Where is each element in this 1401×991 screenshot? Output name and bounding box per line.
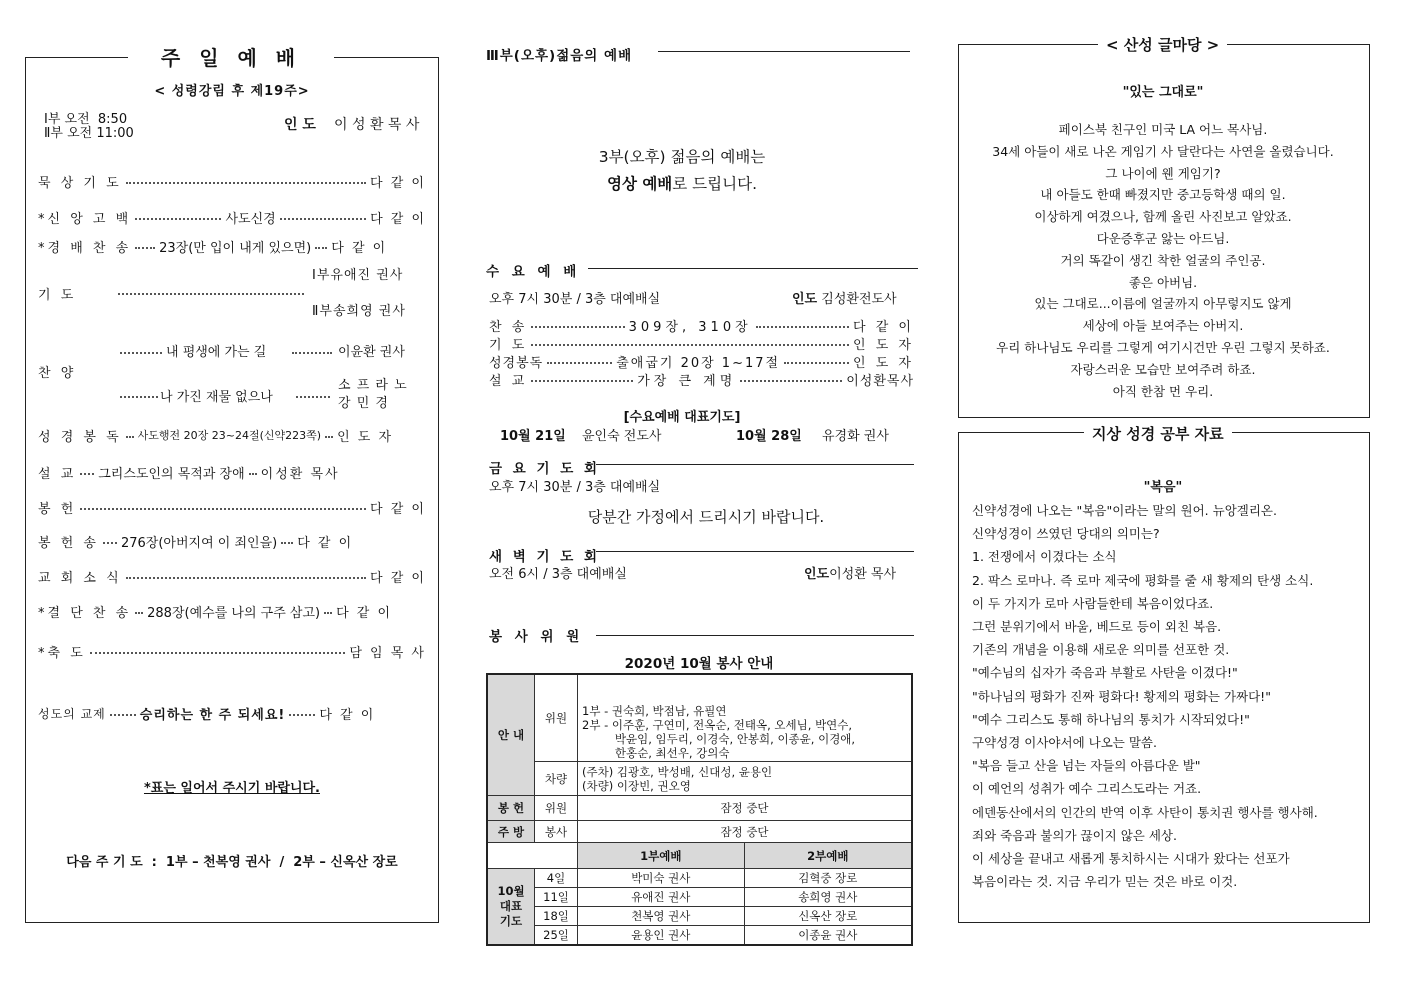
prayer-date: 4일 xyxy=(535,869,578,888)
study-line: 에덴동산에서의 인간의 반역 이후 사탄이 통치권 행사를 행사해. xyxy=(972,804,1318,820)
dawn-title: 새 벽 기 도 회 xyxy=(489,549,601,565)
prayer-2: Ⅱ부송희영 권사 xyxy=(312,304,406,319)
kitchen-sub: 봉사 xyxy=(535,821,578,843)
hymn-2-singer-2: 강 민 경 xyxy=(338,396,389,411)
order-item: *신 앙 고 백 사도신경 다 같 이 xyxy=(38,211,427,227)
hymn-2-singer-1: 소 프 라 노 xyxy=(338,378,408,393)
study-line: 신약성경이 쓰였던 당대의 의미는? xyxy=(972,526,1160,542)
prayer-2nd: 송희영 권사 xyxy=(744,888,912,907)
essay-line: 다운증후군 앓는 아드님. xyxy=(1096,230,1230,246)
hymn-dots xyxy=(296,396,330,398)
study-title: "복음" xyxy=(1143,480,1183,495)
wednesday-item: 기 도 인 도 자 xyxy=(489,337,914,353)
essay-line: 거의 똑같이 생긴 착한 얼굴의 주인공. xyxy=(1060,252,1266,268)
study-line: "복음 들고 산을 넘는 자들의 아름다운 발" xyxy=(972,758,1201,774)
hymn-dots xyxy=(120,352,162,354)
wednesday-rep-title: [수요예배 대표기도] xyxy=(623,410,741,425)
essay-line: 페이스북 친구인 미국 LA 어느 목사님. xyxy=(1058,122,1268,137)
hymn-dots xyxy=(292,352,332,354)
essay-line: 그 나이에 웬 게임기? xyxy=(1105,165,1221,181)
wednesday-leader: 인도 김성환전도사 xyxy=(792,292,897,307)
leader-label: 인 도 xyxy=(284,117,316,133)
service-table-title: 2020년 10월 봉사 안내 xyxy=(624,656,774,672)
offering-label: 봉 헌 xyxy=(487,796,535,821)
section-rule xyxy=(596,635,914,636)
study-body xyxy=(972,499,1362,893)
youth-notice-1: 3부(오후) 젊음의 예배는 xyxy=(598,148,766,166)
guide-members: 1부 - 권숙희, 박점남, 유필연 2부 - 이주훈, 구연미, 전옥순, 전태옥, 오세님, 박연수, 박윤임, 임두리, 이경숙, 안봉희, 이종윤, 이경애, 한홍순, 최선우, 강의숙 xyxy=(578,674,913,762)
hymn-label: 찬 양 xyxy=(38,366,77,381)
order-item: 성 경 봉 독 사도행전 20장 23~24절(신약223쪽) 인 도 자 xyxy=(38,429,394,445)
leader-name: 이 성 환 목 사 xyxy=(334,117,420,133)
car-label: 차량 xyxy=(535,762,578,796)
study-line: 기존의 개념을 이용해 새로운 의미를 선포한 것. xyxy=(972,642,1230,658)
youth-notice-2: 영상 예배로 드립니다. xyxy=(606,175,758,193)
essay-line: 우리 하나님도 우리를 그렇게 여기시건만 우린 그렇지 못하죠. xyxy=(996,339,1330,355)
wednesday-rep-date-2: 10월 28일 xyxy=(736,429,802,444)
essay-line: 내 아들도 한때 빠졌지만 중고등학생 때의 일. xyxy=(1040,187,1286,203)
study-line: 이 세상을 끝내고 새롭게 통치하시는 시대가 왔다는 선포가 xyxy=(972,851,1290,867)
order-item: 봉 헌 다 같 이 xyxy=(38,501,426,517)
section-rule xyxy=(658,51,910,52)
order-item: 교 회 소 식 다 같 이 xyxy=(38,570,426,586)
prayer-label: 기 도 xyxy=(38,288,77,303)
service-committee-title: 봉 사 위 원 xyxy=(489,629,584,645)
dawn-leader: 인도이성환 목사 xyxy=(804,567,897,582)
next-week-prayer: 다음 주 기 도 : 1부 – 천복영 권사 / 2부 – 신옥산 장로 xyxy=(66,855,398,870)
study-line: "예수 그리스도 통해 하나님의 통치가 시작되었다!" xyxy=(972,711,1250,727)
order-item: 묵 상 기 도 다 같 이 xyxy=(38,175,426,191)
offering-sub: 위원 xyxy=(535,796,578,821)
prayer-1st: 박미숙 권사 xyxy=(578,869,745,888)
prayer-date: 11일 xyxy=(535,888,578,907)
wednesday-item: 설 교 가장 큰 계명 이성환목사 xyxy=(489,373,915,389)
study-line: 구약성경 이사야서에 나오는 말씀. xyxy=(972,735,1157,751)
hymn-1-singer: 이윤환 권사 xyxy=(338,345,405,360)
essay-line: 세상에 아들 보여주는 아버지. xyxy=(1082,318,1244,334)
prayer-1st: 유애진 권사 xyxy=(578,888,745,907)
essay-line: 아직 한참 먼 우리. xyxy=(1112,383,1214,399)
friday-title: 금 요 기 도 회 xyxy=(489,461,601,477)
order-item: 설 교 그리스도인의 목적과 장애 이성환 목사 xyxy=(38,466,340,482)
bible-study-title: 지상 성경 공부 자료 xyxy=(1084,423,1232,444)
study-line: "하나님의 평화가 진짜 평화다! 황제의 평화는 가짜다!" xyxy=(972,688,1271,704)
study-line: 이 두 가지가 로마 사람들한테 복음이었다죠. xyxy=(972,595,1214,611)
prayer-dots xyxy=(118,293,304,295)
youth-worship-title: Ⅲ부(오후)젊음의 예배 xyxy=(486,48,633,64)
prayer-head-2: 2부예배 xyxy=(744,843,912,869)
wednesday-time: 오후 7시 30분 / 3층 대예배실 xyxy=(489,292,661,307)
fellowship-item: 성도의 교제 승리하는 한 주 되세요! 다 같 이 xyxy=(38,706,376,723)
service-time-2: Ⅱ부 오전 11:00 xyxy=(44,126,134,141)
liturgy-subtitle: < 성령강림 후 제19주> xyxy=(154,84,310,99)
order-item: *결 단 찬 송 288장(예수를 나의 구주 삼고) 다 같 이 xyxy=(38,605,393,621)
offering-value: 잠정 중단 xyxy=(578,796,913,821)
study-line: 2. 팍스 로마나. 즉 로마 제국에 평화를 줄 새 황제의 탄생 소식. xyxy=(972,572,1314,588)
hymn-dots xyxy=(120,396,158,398)
sunday-worship-title: 주 일 예 배 xyxy=(128,42,334,71)
service-time-1: Ⅰ부 오전 8:50 xyxy=(44,112,128,127)
standing-note: *표는 일어서 주시기 바랍니다. xyxy=(143,781,320,796)
kitchen-label: 주 방 xyxy=(487,821,535,843)
prayer-1st: 천복영 권사 xyxy=(578,907,745,926)
essay-line: 있는 그대로...이름에 얼굴까지 아무렇지도 않게 xyxy=(1034,296,1292,312)
section-rule xyxy=(596,551,914,552)
hymn-2: 나 가진 재물 없으나 xyxy=(160,390,273,405)
wednesday-rep-name-1: 윤인숙 전도사 xyxy=(582,429,662,444)
wednesday-item: 성경봉독 출애굽기 20장 1~17절 인 도 자 xyxy=(489,355,914,371)
prayer-1: Ⅰ부유애진 권사 xyxy=(312,268,404,283)
prayer-2nd: 이종윤 권사 xyxy=(744,926,912,946)
hymn-1: 내 평생에 가는 길 xyxy=(166,345,267,360)
order-item: *축 도 담 임 목 사 xyxy=(38,645,426,661)
section-rule xyxy=(596,464,914,465)
guide-member-label: 위원 xyxy=(535,674,578,762)
study-line: 그런 분위기에서 바울, 베드로 등이 외친 복음. xyxy=(972,619,1222,635)
order-item: 봉 헌 송 276장(아버지여 이 죄인을) 다 같 이 xyxy=(38,535,354,551)
prayer-2nd: 신옥산 장로 xyxy=(744,907,912,926)
essay-box-title: < 산성 글마당 > xyxy=(1098,34,1227,55)
wednesday-rep-date-1: 10월 21일 xyxy=(500,429,566,444)
wednesday-item: 찬 송 309장, 310장 다 같 이 xyxy=(489,319,914,335)
essay-line: 자랑스러운 모습만 보여주려 하죠. xyxy=(1070,361,1256,377)
october-prayer-label: 10월 대표 기도 xyxy=(487,869,535,946)
section-rule xyxy=(588,268,918,269)
kitchen-value: 잠정 중단 xyxy=(578,821,913,843)
essay-line: 이상하게 여겼으나, 함께 올린 사진보고 알았죠. xyxy=(1034,209,1292,225)
wednesday-rep-name-2: 유경화 권사 xyxy=(822,429,889,444)
order-item: *경 배 찬 송 23장(만 입이 내게 있으면) 다 같 이 xyxy=(38,240,388,256)
prayer-date: 18일 xyxy=(535,907,578,926)
guide-label: 안 내 xyxy=(487,674,535,796)
study-line: 복음이라는 것. 지금 우리가 믿는 것은 바로 이것. xyxy=(972,874,1238,890)
essay-title: "있는 그대로" xyxy=(1122,85,1204,100)
service-table xyxy=(486,673,913,946)
prayer-date: 25일 xyxy=(535,926,578,946)
study-line: "예수님의 십자가 죽음과 부활로 사탄을 이겼다!" xyxy=(972,665,1238,681)
essay-body xyxy=(958,119,1368,402)
study-line: 1. 전쟁에서 이겼다는 소식 xyxy=(972,549,1117,565)
study-line: 죄와 죽음과 불의가 끊이지 않은 세상. xyxy=(972,827,1177,843)
essay-line: 좋은 아버님. xyxy=(1128,274,1198,290)
essay-line: 34세 아들이 새로 나온 게임기 사 달란다는 사연을 올렸습니다. xyxy=(992,143,1334,159)
friday-notice: 당분간 가정에서 드리시기 바랍니다. xyxy=(587,508,825,526)
car-members: (주차) 김광호, 박성배, 신대성, 윤용인 (차량) 이장빈, 권오영 xyxy=(578,762,913,796)
study-line: 이 예언의 성취가 예수 그리스도라는 거죠. xyxy=(972,781,1202,797)
prayer-head-1: 1부예배 xyxy=(578,843,745,869)
friday-time: 오후 7시 30분 / 3층 대예배실 xyxy=(489,480,661,495)
study-line: 신약성경에 나오는 "복음"이라는 말의 원어. 뉴앙겔리온. xyxy=(972,503,1277,518)
prayer-2nd: 김혁중 장로 xyxy=(744,869,912,888)
prayer-1st: 윤용인 권사 xyxy=(578,926,745,946)
dawn-time: 오전 6시 / 3층 대예배실 xyxy=(489,567,627,582)
wednesday-title: 수 요 예 배 xyxy=(486,264,581,280)
